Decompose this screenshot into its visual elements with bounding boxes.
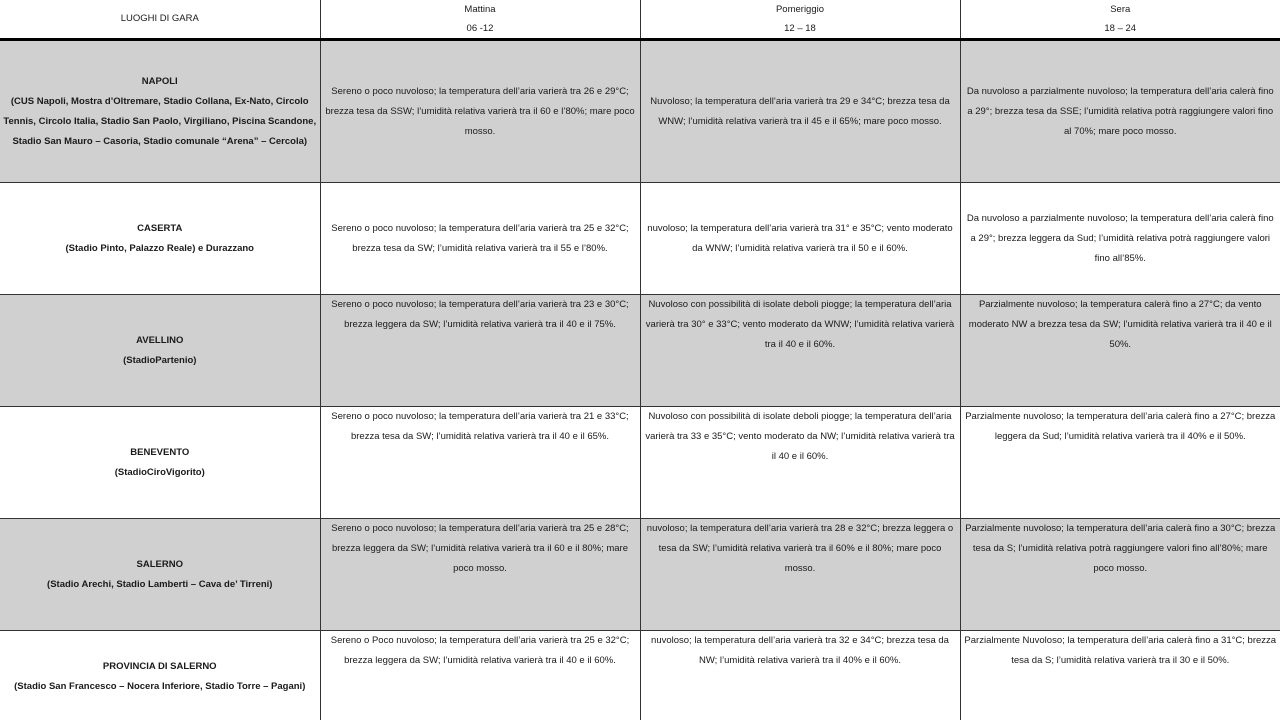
forecast-evening-cell	[960, 183, 1280, 295]
forecast-morning-cell	[320, 519, 640, 631]
venue-name: CASERTA	[137, 222, 183, 234]
forecast-afternoon-cell	[640, 183, 960, 295]
venue-sites: (StadioCiroVigorito)	[114, 466, 205, 478]
forecast-text: Sereno o Poco nuvoloso; la temperatura dell’aria varierà tra 25 e 32°C; brezza leggera da SW; l’umidità relativa varierà tra il 40 e il 60%.	[330, 635, 630, 666]
period-hours: 06 -12	[466, 23, 494, 34]
forecast-morning-cell	[320, 295, 640, 407]
venue-cell	[0, 40, 320, 183]
forecast-text: Parzialmente nuvoloso; la temperatura dell’aria calerà fino a 27°C; brezza leggera da Sud; l’umidità relativa varierà tra il 40% e il 50%.	[965, 411, 1276, 442]
table-row	[0, 295, 1280, 407]
period-header-afternoon	[640, 0, 960, 40]
forecast-morning-cell	[320, 407, 640, 519]
venue-sites: (Stadio Pinto, Palazzo Reale) e Durazzano	[65, 242, 254, 254]
period-hours: 18 – 24	[1104, 23, 1137, 34]
table-row	[0, 631, 1280, 720]
forecast-evening-cell	[960, 631, 1280, 720]
venue-column-header: LUOGHI DI GARA	[0, 0, 320, 40]
period-header-evening	[960, 0, 1280, 40]
forecast-evening-cell	[960, 40, 1280, 183]
table-row	[0, 519, 1280, 631]
forecast-text: Da nuvoloso a parzialmente nuvoloso; la temperatura dell’aria calerà fino a 29°; brezza tesa da SSE; l’umidità relativa potrà raggiungere valori fino al 70%; mare poco mosso.	[966, 85, 1274, 137]
forecast-text: Sereno o poco nuvoloso; la temperatura dell’aria varierà tra 25 e 32°C; brezza tesa da SW; l’umidità relativa varierà tra il 55 e l’80%.	[331, 222, 629, 254]
period-header-morning	[320, 0, 640, 40]
forecast-morning-cell	[320, 183, 640, 295]
forecast-evening-cell	[960, 407, 1280, 519]
forecast-evening-cell	[960, 295, 1280, 407]
forecast-evening-cell	[960, 519, 1280, 631]
venue-sites: (StadioPartenio)	[123, 354, 197, 366]
venue-name: SALERNO	[136, 558, 183, 570]
venue-cell	[0, 295, 320, 407]
forecast-text: Parzialmente Nuvoloso; la temperatura dell’aria calerà fino a 31°C; brezza tesa da S; l’umidità relativa varierà tra il 30 e il 50%.	[964, 635, 1277, 666]
forecast-text: Nuvoloso; la temperatura dell’aria varierà tra 29 e 34°C; brezza tesa da WNW; l’umidità relativa varierà tra il 45 e il 65%; mare poco mosso.	[650, 95, 950, 127]
forecast-text: Sereno o poco nuvoloso; la temperatura dell’aria varierà tra 23 e 30°C; brezza leggera da SW; l’umidità relativa varierà tra il 40 e il 75%.	[331, 299, 629, 330]
venue-cell	[0, 183, 320, 295]
venue-sites: (Stadio Arechi, Stadio Lamberti – Cava de’ Tirreni)	[47, 578, 273, 590]
forecast-text: Sereno o poco nuvoloso; la temperatura dell’aria varierà tra 25 e 28°C; brezza leggera da SW; l’umidità relativa varierà tra il 60 e il 80%; mare poco mosso.	[331, 523, 629, 574]
forecast-afternoon-cell	[640, 407, 960, 519]
forecast-text: Nuvoloso con possibilità di isolate deboli piogge; la temperatura dell’aria varierà tra 33 e 35°C; vento moderato da NW; l’umidità relativa varierà tra il 40 e il 60%.	[645, 411, 955, 462]
forecast-afternoon-cell	[640, 519, 960, 631]
table-row	[0, 40, 1280, 183]
venue-name: NAPOLI	[141, 75, 178, 87]
forecast-text: nuvoloso; la temperatura dell’aria varierà tra 32 e 34°C; brezza tesa da NW; l’umidità relativa varierà tra il 40% e il 60%.	[651, 635, 949, 666]
forecast-afternoon-cell	[640, 40, 960, 183]
forecast-text: Nuvoloso con possibilità di isolate deboli piogge; la temperatura dell’aria varierà tra 30° e 33°C; vento moderato da WNW; l’umidità relativa varierà tra il 40 e il 60%.	[645, 299, 955, 350]
venue-name: BENEVENTO	[130, 446, 190, 458]
venue-cell	[0, 519, 320, 631]
forecast-afternoon-cell	[640, 631, 960, 720]
forecast-text: Parzialmente nuvoloso; la temperatura calerà fino a 27°C; da vento moderato NW a brezza tesa da SW; l’umidità relativa varierà tra il 40 e il 50%.	[968, 299, 1272, 350]
table-row	[0, 407, 1280, 519]
header-row	[0, 0, 1280, 40]
forecast-text: Da nuvoloso a parzialmente nuvoloso; la temperatura dell’aria calerà fino a 29°; brezza leggera da Sud; l’umidità relativa potrà raggiungere valori fino all’85%.	[966, 212, 1274, 264]
forecast-morning-cell	[320, 40, 640, 183]
venue-name: PROVINCIA DI SALERNO	[102, 661, 217, 672]
forecast-morning-cell	[320, 631, 640, 720]
venue-sites: (Stadio San Francesco – Nocera Inferiore, Stadio Torre – Pagani)	[14, 681, 306, 692]
period-name: Sera	[1110, 4, 1131, 15]
venue-cell	[0, 631, 320, 720]
forecast-text: Sereno o poco nuvoloso; la temperatura dell’aria varierà tra 26 e 29°C; brezza tesa da SSW; l’umidità relativa varierà tra il 60 e l’80%; mare poco mosso.	[325, 85, 635, 137]
venue-name: AVELLINO	[136, 334, 184, 346]
period-hours: 12 – 18	[784, 23, 816, 34]
forecast-text: Parzialmente nuvoloso; la temperatura dell’aria calerà fino a 30°C; brezza tesa da S; l’umidità relativa potrà raggiungere valori fino all’80%; mare poco mosso.	[965, 523, 1276, 574]
venue-sites: (CUS Napoli, Mostra d’Oltremare, Stadio Collana, Ex-Nato, Circolo Tennis, Circolo Italia, Stadio San Paolo, Virgiliano, Piscina Scandone, Stadio San Mauro – Casoria, Stadio comunale “Arena” – Cercola)	[3, 95, 317, 147]
forecast-afternoon-cell	[640, 295, 960, 407]
period-name: Pomeriggio	[775, 4, 825, 15]
venue-cell	[0, 407, 320, 519]
forecast-text: nuvoloso; la temperatura dell’aria varierà tra 31° e 35°C; vento moderato da WNW; l’umidità relativa varierà tra il 50 e il 60%.	[647, 222, 953, 254]
period-name: Mattina	[464, 4, 496, 15]
forecast-text: Sereno o poco nuvoloso; la temperatura dell’aria varierà tra 21 e 33°C; brezza tesa da SW; l’umidità relativa varierà tra il 40 e il 65%.	[331, 411, 629, 442]
forecast-text: nuvoloso; la temperatura dell’aria varierà tra 28 e 32°C; brezza leggera o tesa da SW; l’umidità relativa varierà tra il 60% e il 80%; mare poco mosso.	[646, 523, 954, 574]
table-row	[0, 183, 1280, 295]
